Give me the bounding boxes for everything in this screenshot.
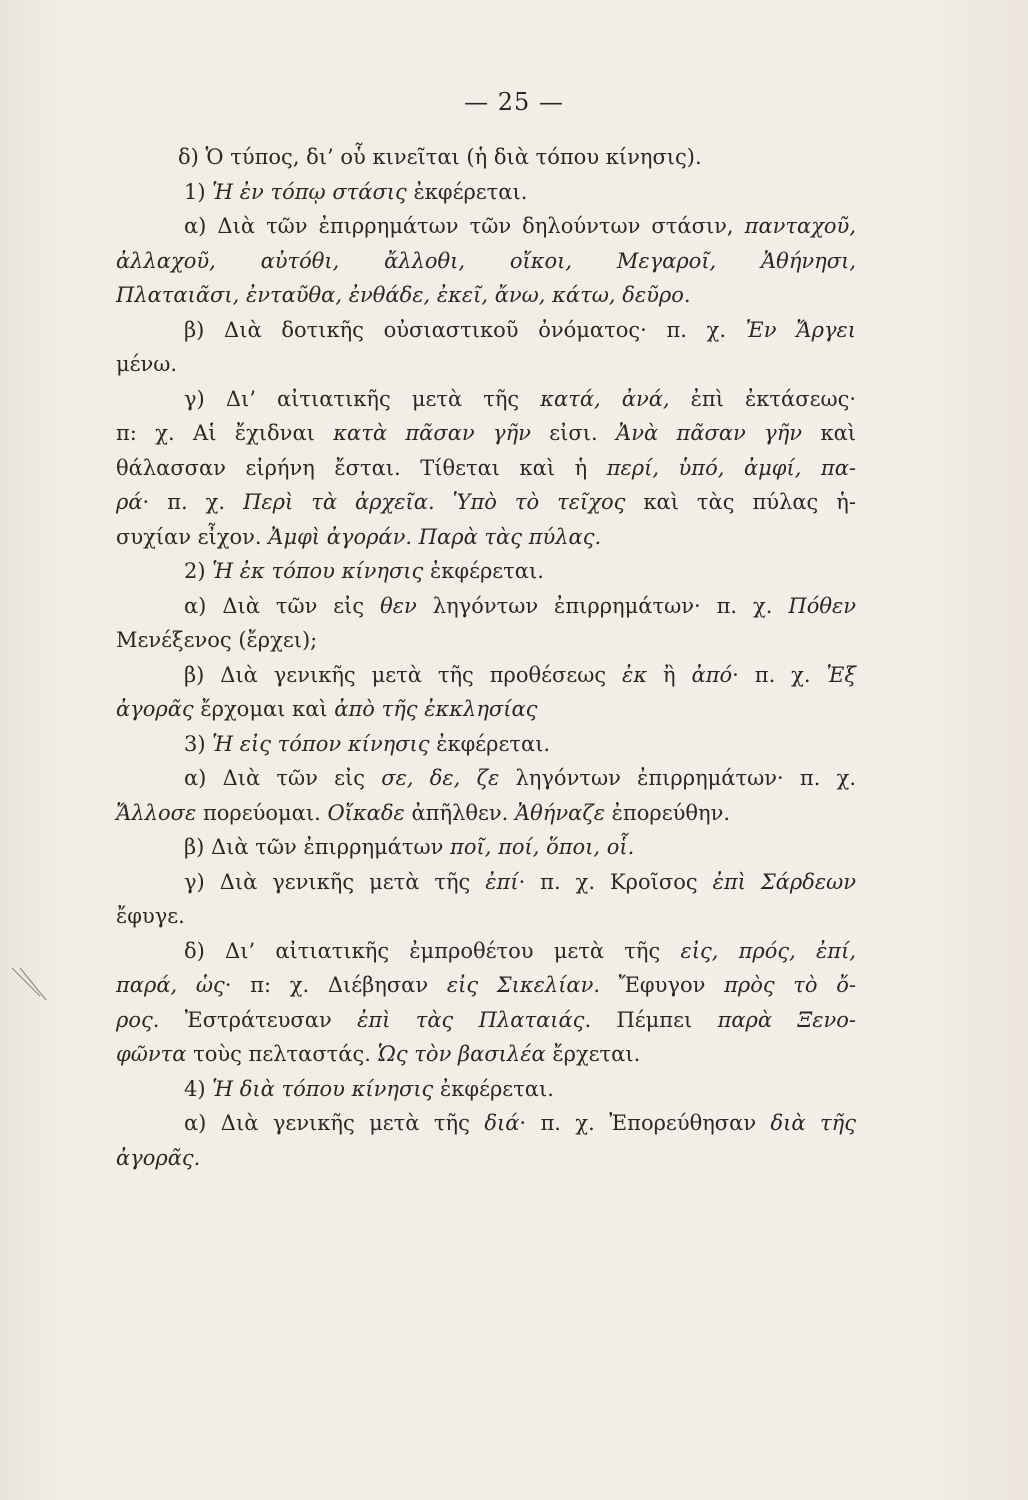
italic-segment: Ἄλλοσε — [116, 800, 197, 825]
italic-segment: ἐπὶ τὰς Πλαταιάς — [357, 1007, 585, 1032]
text-line — [116, 140, 856, 175]
italic-segment: ἐπὶ Σάρδεων — [712, 869, 856, 894]
text-segment: π: χ. Αἱ ἔχιδναι — [116, 421, 334, 445]
text-segment: τοὺς πελταστάς. — [186, 1042, 378, 1066]
text-segment: · π. χ. Κροῖσος — [518, 869, 713, 894]
italic-segment: Ἡ διὰ τόπου κίνησις — [212, 1076, 434, 1101]
text-segment: συχίαν εἶχον. — [116, 524, 269, 549]
text-segment: α) Διὰ τῶν εἰς — [184, 593, 381, 618]
italic-segment: ποῖ, ποί, ὅποι, οἷ. — [450, 835, 635, 859]
text-segment: γ) Διὰ γενικῆς μετὰ τῆς — [184, 869, 486, 894]
text-segment: δ) Ὁ τύπος, δι’ οὗ κινεῖται (ἡ διὰ τόπου κίνησις). — [178, 145, 702, 169]
text-segment: 1) — [184, 179, 213, 204]
text-segment: 2) — [184, 559, 213, 583]
text-segment: α) Διὰ τῶν εἰς — [184, 766, 382, 790]
text-segment: ἢ — [647, 662, 692, 687]
text-segment: β) Διὰ δοτικῆς οὐσιαστικοῦ ὀνόματος· π. χ. — [184, 317, 746, 342]
text-segment: 4) — [184, 1076, 213, 1101]
text-segment: μένω. — [116, 352, 178, 376]
text-segment: καὶ — [802, 421, 856, 445]
margin-pencil-mark — [10, 966, 50, 1006]
text-segment: α) Διὰ γενικῆς μετὰ τῆς — [184, 1111, 485, 1135]
text-segment: α) Διὰ τῶν ἐπιρρημάτων τῶν δηλούντων στάσιν, — [184, 214, 745, 238]
page-number: — 25 — — [464, 88, 564, 116]
text-segment: πορεύομαι. — [196, 800, 328, 825]
italic-segment: Ὡς τὸν βασιλέα — [377, 1042, 546, 1066]
text-line — [116, 761, 856, 796]
text-line — [116, 727, 856, 762]
italic-segment: ἀπὸ τῆς ἐκκλησίας — [334, 697, 538, 721]
text-line — [116, 865, 856, 900]
text-segment: · π: χ. Διέβησαν — [224, 973, 447, 997]
italic-segment: Οἴκαδε — [327, 800, 405, 825]
text-segment: ἐκφέρεται. — [429, 731, 551, 756]
text-segment: 3) — [184, 731, 213, 756]
text-segment: · π. χ. Ἐπορεύθησαν — [519, 1111, 771, 1135]
text-segment: Ἔφυγον — [600, 973, 725, 997]
text-line — [116, 1141, 856, 1176]
text-segment: ἐκφέρεται. — [423, 559, 544, 583]
italic-segment: κατά, ἀνά, — [540, 386, 670, 411]
text-segment: ἐπὶ ἐκτάσεως· — [669, 386, 857, 411]
text-line — [116, 244, 856, 279]
text-segment: ἔρχομαι καὶ — [193, 697, 335, 721]
text-segment: · π. χ. — [142, 490, 244, 514]
italic-segment: εἰς, πρός, ἐπί, — [680, 938, 856, 963]
italic-segment: ρος — [116, 1007, 153, 1032]
text-line — [116, 451, 856, 486]
text-segment: ἐκφέρεται. — [433, 1076, 554, 1101]
italic-segment: διὰ τῆς — [770, 1111, 856, 1135]
text-line — [116, 1072, 856, 1107]
italic-segment: ἐπί — [485, 869, 519, 894]
italic-segment: Περὶ τὰ ἀρχεῖα. Ὑπὸ τὸ τεῖχος — [243, 490, 626, 514]
italic-segment: Ἡ ἐν τόπῳ στάσις — [212, 179, 407, 204]
text-segment: θάλασσαν εἰρήνη ἔσται. Τίθεται καὶ ἡ — [116, 455, 607, 480]
text-segment: β) Διὰ γενικῆς μετὰ τῆς προθέσεως — [184, 662, 623, 687]
italic-segment: ἀγορᾶς — [116, 697, 194, 721]
text-segment: ἐκφέρεται. — [406, 179, 528, 204]
italic-segment: Ἡ ἐκ τόπου κίνησις — [212, 559, 424, 583]
italic-segment: διά — [484, 1111, 520, 1135]
italic-segment: ἀγορᾶς. — [116, 1145, 201, 1170]
text-segment: ἔρχεται. — [545, 1042, 641, 1066]
text-line — [116, 968, 856, 1003]
italic-segment: ἀπό — [691, 662, 733, 687]
italic-segment: ἐκ — [622, 662, 648, 687]
body-text — [116, 140, 856, 1175]
italic-segment: ρά — [116, 490, 143, 514]
text-segment: ληγόντων ἐπιρρημάτων· π. χ. — [416, 593, 789, 618]
italic-segment: Ἐξ — [826, 662, 856, 687]
text-line — [116, 658, 856, 693]
text-line — [116, 1037, 856, 1072]
italic-segment: σε, δε, ζε — [381, 766, 500, 790]
text-segment: καὶ τὰς πύλας ἡ- — [625, 490, 856, 514]
italic-segment: πρὸς τὸ ὄ- — [724, 973, 857, 997]
text-line — [116, 830, 856, 865]
text-segment: β) Διὰ τῶν ἐπιρρημάτων — [184, 835, 451, 859]
italic-segment: παρά, ὡς — [116, 973, 225, 997]
text-line — [116, 1106, 856, 1141]
text-line — [116, 796, 856, 831]
italic-segment: εἰς Σικελίαν. — [446, 973, 601, 997]
text-line — [116, 175, 856, 210]
text-segment: ἀπῆλθεν. — [404, 800, 515, 825]
italic-segment: Ἀμφὶ ἀγοράν. Παρὰ τὰς πύλας. — [268, 524, 602, 549]
text-line — [116, 278, 856, 313]
italic-segment: Ἀθήναζε — [514, 800, 605, 825]
text-line — [116, 382, 856, 417]
text-segment: . Ἐστράτευσαν — [152, 1007, 358, 1032]
italic-segment: κατὰ πᾶσαν γῆν — [333, 421, 531, 445]
text-line — [116, 416, 856, 451]
text-line — [116, 347, 856, 382]
text-line — [116, 1003, 856, 1038]
text-segment: ληγόντων ἐπιρρημάτων· π. χ. — [499, 766, 856, 790]
italic-segment: Πλαταιᾶσι, ἐνταῦθα, ἐνθάδε, ἐκεῖ, ἄνω, κάτω, δεῦρο. — [116, 283, 691, 307]
text-segment: γ) Δι’ αἰτιατικῆς μετὰ τῆς — [184, 386, 541, 411]
text-segment: ἔφυγε. — [116, 904, 185, 928]
italic-segment: πανταχοῦ, — [744, 214, 856, 238]
text-line — [116, 313, 856, 348]
text-line — [116, 554, 856, 589]
italic-segment: ἀλλαχοῦ, αὐτόθι, ἄλλοθι, οἴκοι, Μεγαροῖ, Ἀθήνησι, — [116, 248, 856, 273]
text-segment: . Πέμπει — [584, 1007, 718, 1032]
italic-segment: παρὰ Ξενο- — [717, 1007, 856, 1032]
italic-segment: Ἀνὰ πᾶσαν γῆν — [616, 421, 803, 445]
italic-segment: φῶντα — [116, 1042, 187, 1066]
text-line — [116, 209, 856, 244]
italic-segment: Ἐν Ἄργει — [745, 317, 856, 342]
italic-segment: θεν — [380, 593, 417, 618]
text-line — [116, 623, 856, 658]
text-segment: · π. χ. — [732, 662, 827, 687]
italic-segment: περί, ὑπό, ἀμφί, πα- — [606, 455, 856, 480]
text-line — [116, 485, 856, 520]
text-segment: Μενέξενος (ἔρχει); — [116, 628, 318, 652]
text-segment: δ) Δι’ αἰτιατικῆς ἐμπροθέτου μετὰ τῆς — [184, 938, 681, 963]
text-line — [116, 934, 856, 969]
italic-segment: Πόθεν — [788, 593, 857, 618]
text-segment: εἰσι. — [530, 421, 617, 445]
text-line — [116, 520, 856, 555]
text-line — [116, 589, 856, 624]
text-line — [116, 692, 856, 727]
text-line — [116, 899, 856, 934]
italic-segment: Ἡ εἰς τόπον κίνησις — [212, 731, 430, 756]
text-segment: ἐπορεύθην. — [604, 800, 731, 825]
